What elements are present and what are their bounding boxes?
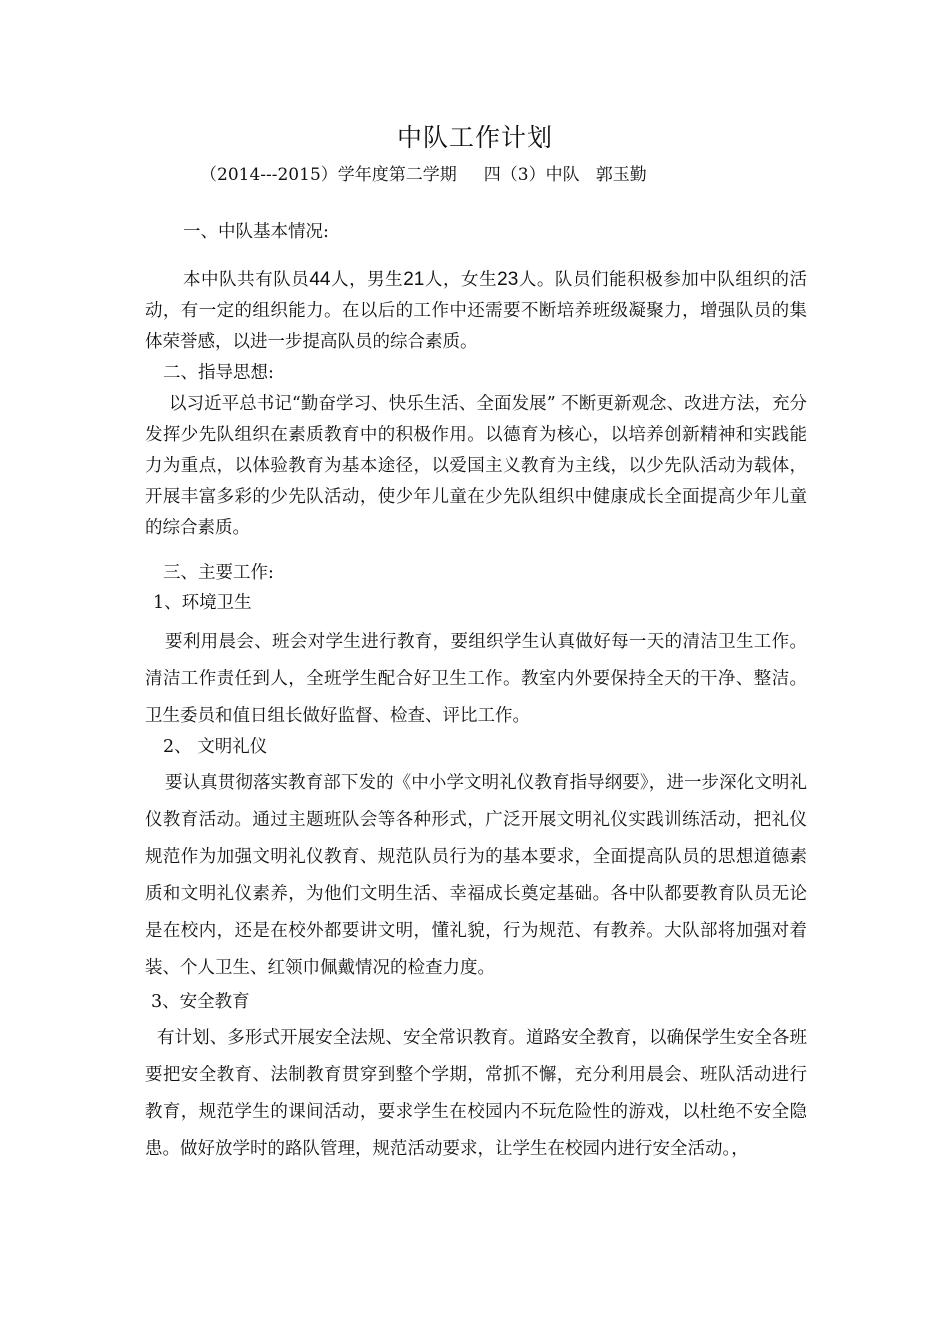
item1-paragraph: 要利用晨会、班会对学生进行教育，要组织学生认真做好每一天的清洁卫生工作。清洁工作责任到人，全班学生配合好卫生工作。教室内外要保持全天的干净、整洁。卫生委员和值日组长做好监督、检查、评比工作。	[145, 632, 807, 726]
section2-paragraph: 以习近平总书记“勤奋学习、快乐生活、全面发展” 不断更新观念、改进方法，充分发挥少先队组织在素质教育中的积极作用。以德育为核心，以培养创新精神和实践能力为重点，以体验教育为基本途径，以爱国主义教育为主线，以少先队活动为载体，开展丰富多彩的少先队活动，使少年儿童在少先队组织中健康成长全面提高少年儿童的综合素质。	[145, 394, 807, 538]
section1-text-a: 本中队共有队员	[183, 270, 310, 290]
item3-paragraph: 有计划、多形式开展安全法规、安全常识教育。道路安全教育，以确保学生安全各班要把安全教育、法制教育贯穿到整个学期，常抓不懈，充分利用晨会、班队活动进行教育，规范学生的课间活动，要求学生在校园内不玩危险性的游戏，以杜绝不安全隐患。做好放学时的路队管理，规范活动要求，让学生在校园内进行安全活动。，	[145, 1028, 807, 1159]
section1-text-c: 人，女生	[424, 270, 498, 290]
item2-paragraph: 要认真贯彻落实教育部下发的《中小学文明礼仪教育指导纲要》，进一步深化文明礼仪教育活动。通过主题班队会等各种形式，广泛开展文明礼仪实践训练活动，把礼仪规范作为加强文明礼仪教育、规范队员行为的基本要求，全面提高队员的思想道德素质和文明礼仪素养，为他们文明生活、幸福成长奠定基础。各中队都要教育队员无论是在校内，还是在校外都要讲文明，懂礼貌，行为规范、有教养。大队部将加强对着装、个人卫生、红领巾佩戴情况的检查力度。	[145, 773, 807, 978]
count-girls: 23	[497, 269, 519, 290]
page-title: 中队工作计划	[396, 123, 553, 152]
section1-text-b: 人，男生	[330, 270, 404, 290]
count-total: 44	[309, 269, 331, 290]
item3-heading: 3、安全教育	[151, 992, 250, 1012]
section1-paragraph	[145, 264, 807, 358]
section2-heading: 二、指导思想:	[163, 363, 274, 383]
section3-heading: 三、主要工作:	[163, 563, 274, 583]
item2-heading: 2、 文明礼仪	[163, 737, 268, 757]
count-boys: 21	[403, 269, 425, 290]
section1-text-d: 人。队员们能积极参加中队组织的活动，有一定的组织能力。在以后的工作中还需要不断培养班级凝聚力，增强队员的集体荣誉感，以进一步提高队员的综合素质。	[145, 270, 808, 352]
subtitle: （2014---2015）学年度第二学期 四（3）中队 郭玉勤	[200, 165, 647, 185]
item1-heading: 1、环境卫生	[153, 593, 252, 613]
section1-heading: 一、中队基本情况:	[183, 222, 329, 242]
